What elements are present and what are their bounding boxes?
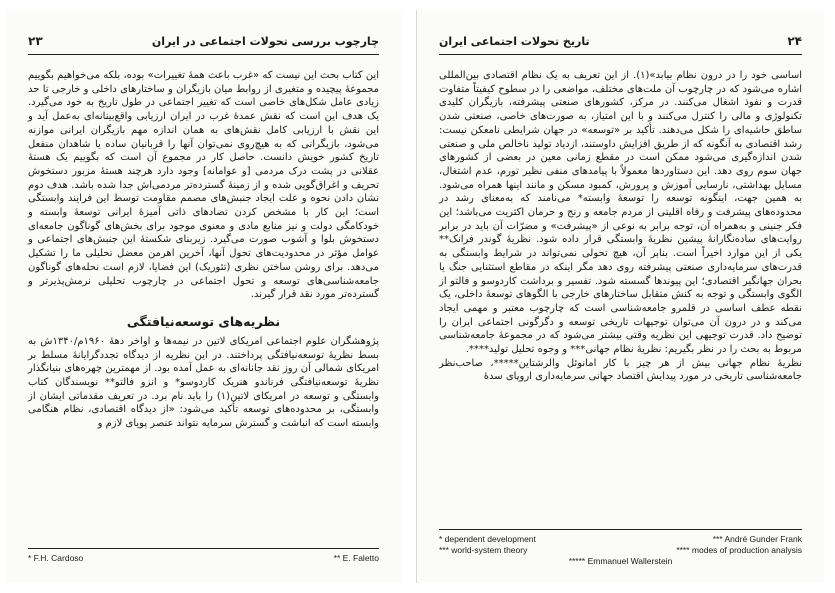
left-page <box>6 10 401 583</box>
right-page-header <box>439 34 802 55</box>
left-section-paragraph: پژوهشگران علوم اجتماعی امریکای لاتین در نیمه‌ها و اواخر دههٔ ۱۹۶۰م/۱۳۴۰ش به بسط نظریهٔ توسعه‌نیافتگی پرداختند. در این نظریه از دیدگاه تجددگرایانهٔ مسلط بر امریکای شمالی آن روز نقد جانانه‌ای به عمل آمده بود. از مهمترین چهره‌های بنیانگذار نظریهٔ توسعه‌نیافتگی فرناندو هنریک کاردوسو* و انزو فالتو** نویسندگان کتاب وابستگی و توسعه در امریکای لاتین(۱) را باید نام برد. در تعریف مقدماتی ایشان از وابستگی، بر محدوده‌های توسعه تأکید می‌شود: «از دیدگاه اقتصادی، نظام هنگامی وابسته است که انباشت و گسترش سرمایه نتواند عنصر پویای لازم و <box>28 335 380 430</box>
right-page <box>416 10 824 583</box>
right-paragraph-2: نظریهٔ نظام جهانی بیش از هر چیز با کار امانوئل والرشتاین*****، صاحب‌نظر جامعه‌شناسی تاریخی در مورد پیدایش اقتصاد جهانی سرمایه‌داری اروپای سدهٔ <box>439 357 802 383</box>
left-page-header <box>28 34 379 55</box>
left-running-header: چارچوب بررسی تحولات اجتماعی در ایران <box>151 35 379 48</box>
right-page-number: ۲۴ <box>787 34 802 48</box>
footnote-gunder-frank: *** André Gunder Frank <box>712 534 802 544</box>
footnote-row-1 <box>439 534 802 545</box>
footnote-cardoso: * F.H. Cardoso <box>28 553 84 563</box>
left-footnotes <box>28 548 379 563</box>
section-title: نظریه‌های توسعه‌نیافتگی <box>126 313 281 329</box>
footnote-row-2 <box>439 545 802 556</box>
footnote-dependent-development: * dependent development <box>439 534 536 544</box>
footnote-wallerstein: ***** Emmanuel Wallerstein <box>568 556 673 566</box>
footnote-world-system: *** world-system theory <box>439 545 528 555</box>
left-body-text <box>28 69 379 302</box>
left-section-body <box>28 335 379 431</box>
right-body-text <box>439 69 802 384</box>
footnote-faletto: ** E. Faletto <box>333 553 379 563</box>
right-paragraph-1: اساسی خود را در درون نظام بیابد»(۱). از این تعریف به یک نظام اقتصادی بین‌المللی اشاره می‌شود که در چارچوب آن ملت‌های مختلف، مواضعی را در سطوح کیفیتاً متفاوت قدرت و نفوذ اشغال می‌کنند. در مرکز، کشورهای صنعتی پیشرفته، بازیگران کلیدی تکنولوژی و مالی را کنترل می‌کنند و با این امتیاز، به صورت‌های خاصی، صنعتی شدن ساطق حاشیه‌ای را شکل می‌دهند. تأکید بر «توسعه» در جهان شرایطی نامعکن نیست: رشد اقتصادی به آنگونه که از طریق افزایش داوستند، ازدیاد تولید ناخالص ملی و صنعتی شدن اندازه‌گیری می‌شود ممکن است در مقطع زمانی معین در بعضی از کشورهای جهان سوم روی دهد. این دستاوردها معمولاً با پیامدهای منفی نظیر تورم، عدم اشتغال، مسایل بهداشتی، نارسایی آموزش و پرورش، کمبود مسکن و مانند اینها همراه می‌شود. به همین جهت، اینگونه توسعه را توسعهٔ وابسته* می‌نامند که به‌معنای رشد در محدوده‌های پیشرفت و رفاه اقلیتی از مردم جامعه و رنج و حرمان اکثریت می‌باشد؛ این فکر جنینی و به‌همراه آن، توجه برابر به نوعی از «پیشرفت» و مضرّات آن باید در برابر روایت‌های ساده‌نگارانهٔ پیشین نظریهٔ وابستگی قرار داده شود. نظریهٔ گوندر فرانک** یکی از این موارد اخیراً است. بنابر آن، هیچ تحولی نمی‌تواند در شرایط وابستگی به قدرت‌های سرمایه‌داری صنعتی پیشرفته روی دهد مگر اینکه در مقاطع استثنایی جنگ یا بحران جهانگیر اقتصادی؛ این پیوندها گسسته شود. تفسیر و برداشت کاردوسو و فالتو از الگوی وابستگی و توجه به کنش متقابل ساختارهای خارجی با الگوهای توسعهٔ داخلی، یک نقطه عطف اساسی در قلمرو جامعه‌شناسی است که چارچوب معتبر و مهمی ایجاد می‌کند و در درون آن می‌توان توجیهات تاریخی توسعه و دگرگونی اجتماعی ایران را توضیح داد. قدرت توجیهی این نظریه وقتی بیشتر می‌شود که در مجموعهٔ جامعه‌شناسی مربوط به بحث را در نظر بگیریم: نظریهٔ نظام جهانی*** و وجوه تحلیل تولید****. <box>439 70 802 356</box>
left-paragraph-1: این کتاب بحث این نیست که «غرب باعث همهٔ تغییرات» بوده، بلکه می‌خواهیم بگوییم مجموعهٔ پیچیده و متغیری از روابط میان بازیگران و ساختارهای داخلی و خارجی تا حد زیادی عامل شکل‌های خاصی است که تغییر اجتماعی در طول تاریخ به خود می‌گیرد. یک هدف این است که نقش عمدهٔ غرب در ایران ارزیابی واقع‌بینانه‌ای به‌عمل آید و این نقش با ارزیابی کامل نقش‌های به همان اندازه مهم بازیگران ایرانی موازنه می‌شود، بازیگرانی که به هیچ‌روی نمی‌توان آنها را قربانیان ساده یا شاهدان منفعل تاریخ کشور خویش دانست. حاصل کار در مجموع آن است که بگوییم یک هستهٔ عقلانی در پشت درک مردمی [و عوامانه] وجود دارد هرچند هستهٔ مزبور دستخوش تحریف و اغراق‌گویی شده و از زمینهٔ گسترده‌تر مردمی‌اش جدا شده باشد. هدف دوم نشان دادن نحوه و علت ایجاد جنبش‌های مصمم مقاومت توسط این فرایند وابستگی است؛ این کار با مشخص کردن تضادهای ذاتی آمیزهٔ ایرانی توسعهٔ وابسته و خودکامگی دولت و نیز منابع مادی و معنوی موجود برای بخش‌های گوناگون جامعه‌ای دستخوش بلوا و آشوب صورت می‌گیرد. زیربنای شکستهٔ این جنبش‌های اجتماعی و عوامل مؤثر در محدودیت‌های تحول آنها، آخرین اهرمن معضل تحلیلی ما را تشکیل می‌دهد. برای روشن ساختن نظری (تئوریک) این فضایا، لازم است نحله‌های گوناگون جامعه‌شناسی‌های توسعه و تحول اجتماعی در چارچوب تحلیلی نرمش‌پذیرتر و گسترده‌تر مورد نقد قرار گیرند. <box>28 70 379 301</box>
right-footnotes <box>439 529 802 567</box>
footnote-modes-of-production: **** modes of production analysis <box>676 545 802 555</box>
right-running-header: تاریخ تحولات اجتماعی ایران <box>439 35 590 48</box>
left-page-number: ۲۳ <box>28 34 43 48</box>
